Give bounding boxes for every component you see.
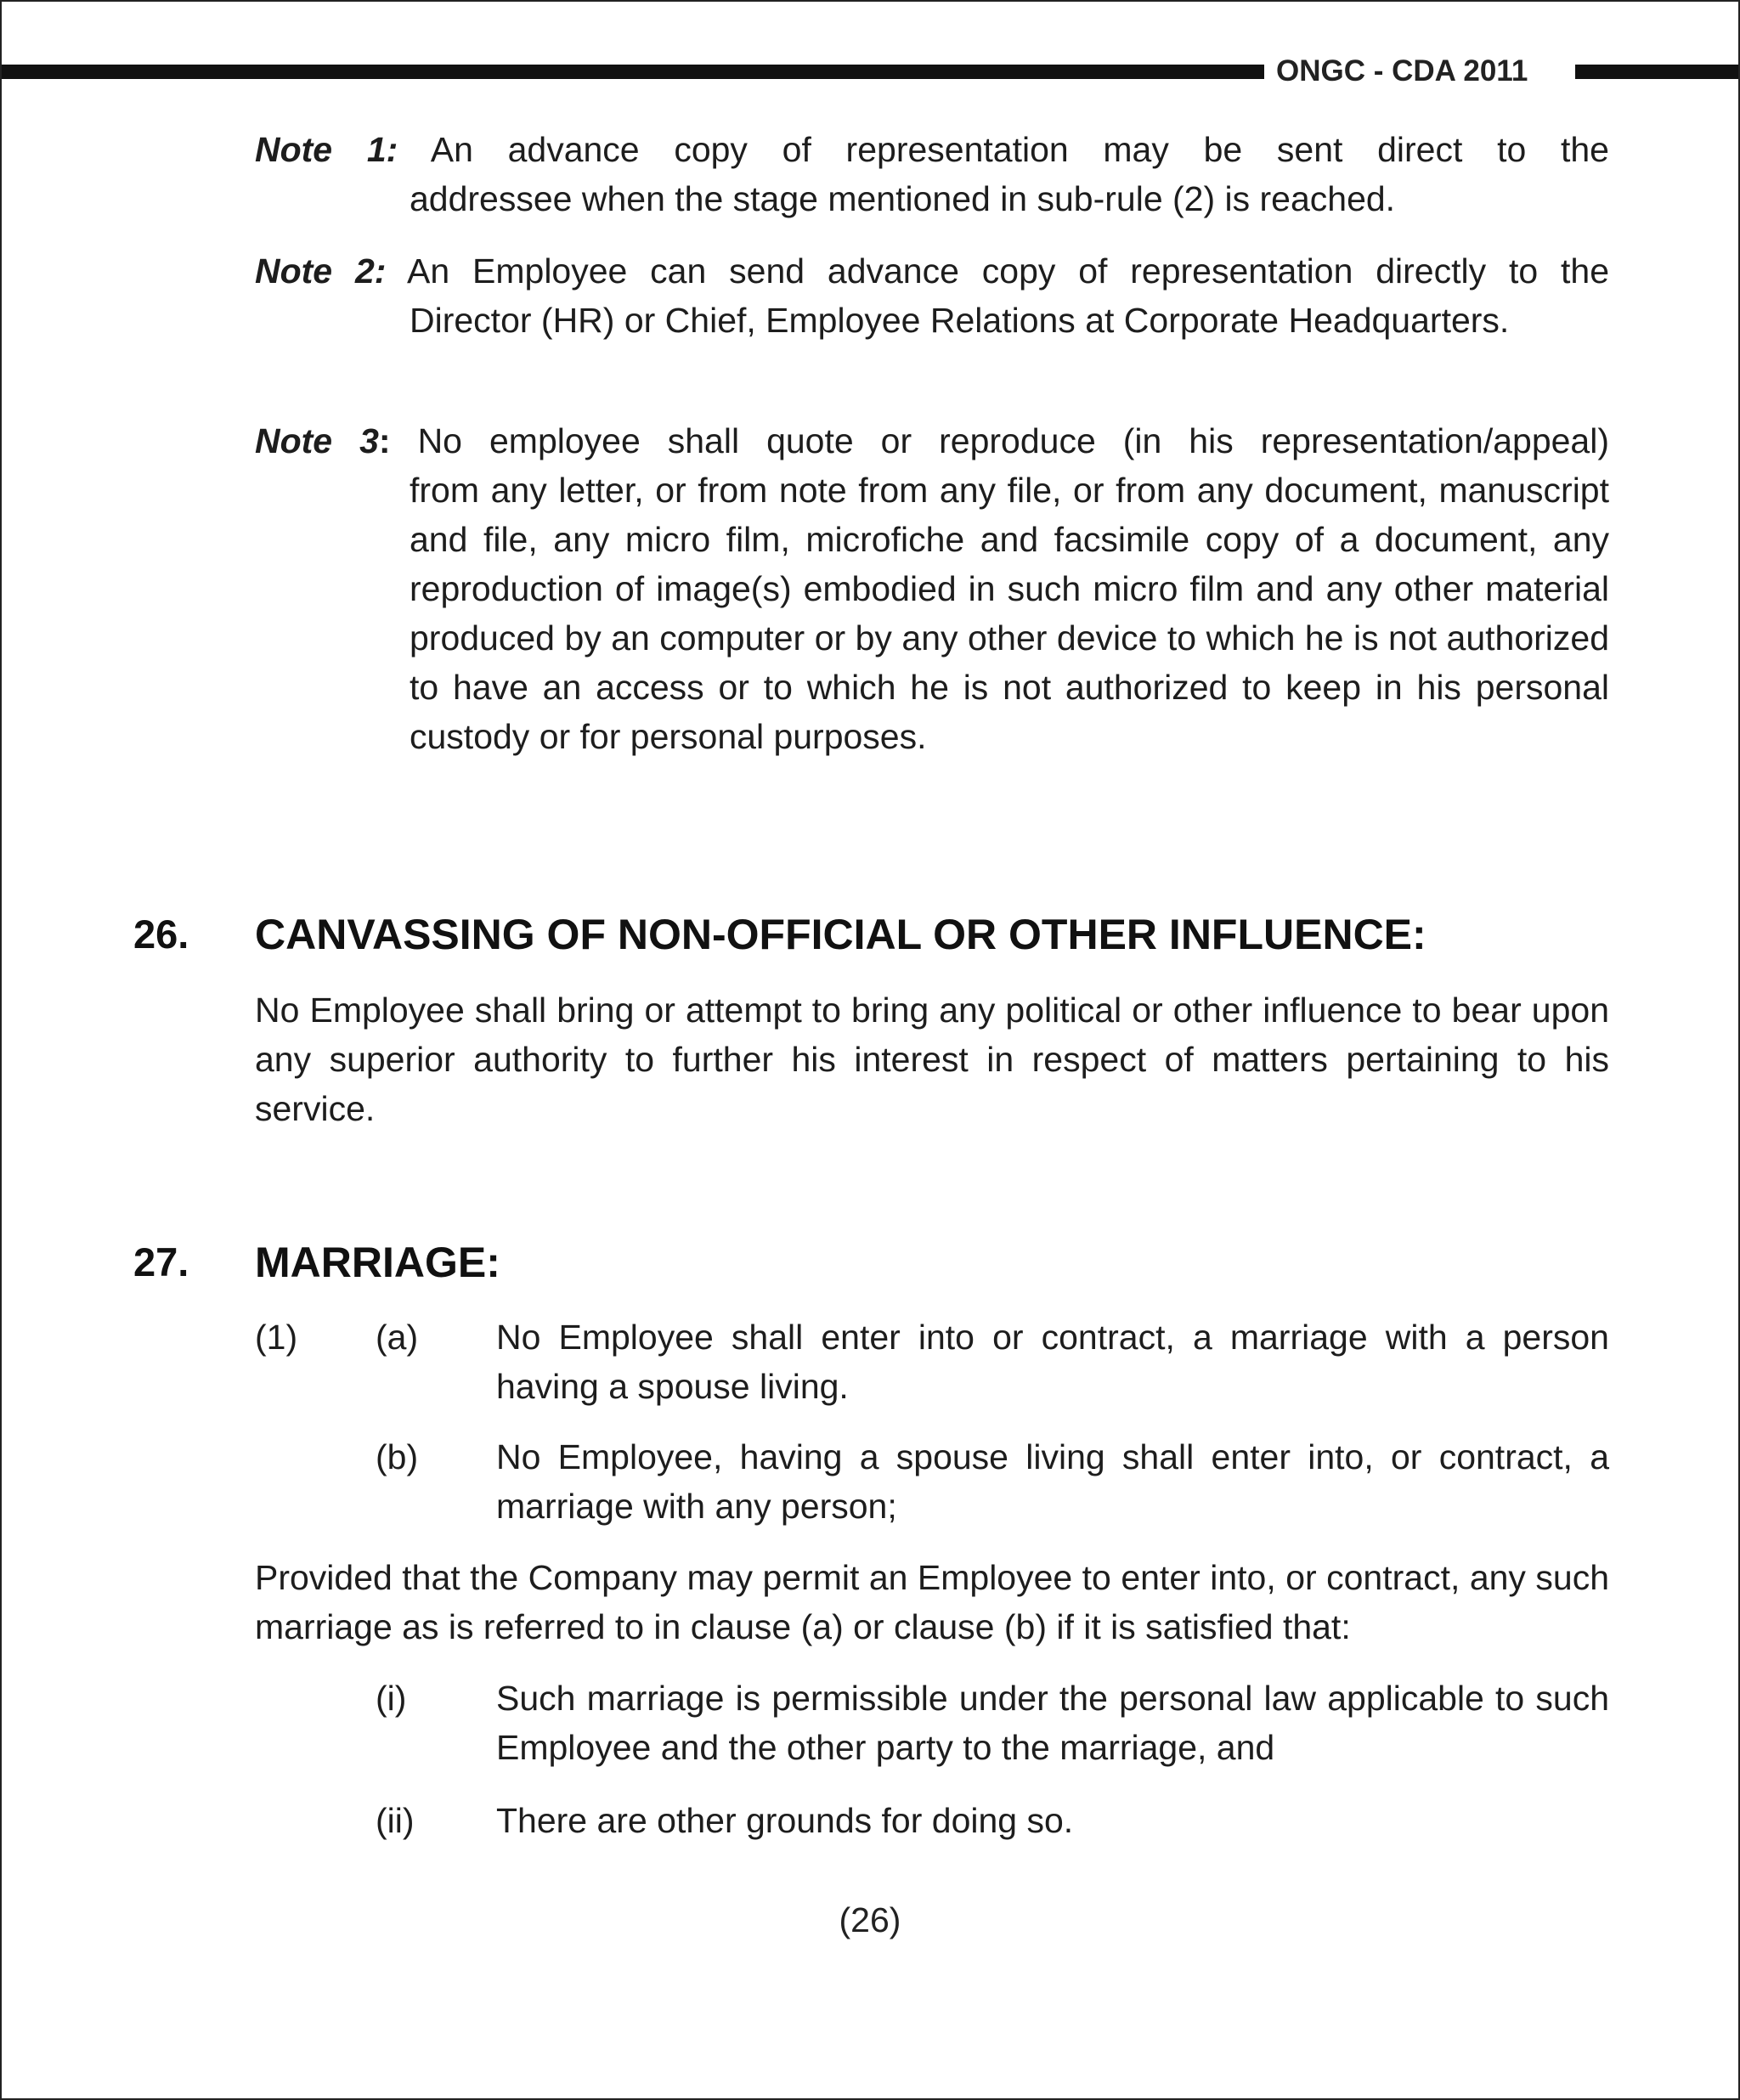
clause-a-label: (a) [376, 1318, 419, 1357]
clause-i-text: Such marriage is permissible under the personal law applicable to such Employee and the other party to the marriage, and [496, 1679, 1609, 1767]
note-3-colon: : [378, 421, 391, 460]
clause-ii-text: There are other grounds for doing so. [496, 1801, 1074, 1840]
section-26-body: No Employee shall bring or attempt to bring any political or other influence to bear upon any superior authority to further his interest in respect of matters pertaining to his service. [255, 991, 1609, 1128]
note-1-label: Note 1: [255, 130, 398, 169]
clause-a-text: No Employee shall enter into or contract, a marriage with a person having a spouse living. [496, 1318, 1609, 1406]
note-1-continuation: addressee when the stage mentioned in sub-rule (2) is reached. [410, 179, 1396, 218]
note-2 [255, 246, 1609, 345]
clause-b-label: (b) [376, 1437, 419, 1476]
note-2-continuation: Director (HR) or Chief, Employee Relations at Corporate Headquarters. [410, 301, 1510, 340]
proviso-text: Provided that the Company may permit an Employee to enter into, or contract, any such marriage as is referred to in clause (a) or clause (b) if it is satisfied that: [255, 1558, 1609, 1646]
note-2-label: Note 2: [255, 251, 387, 291]
note-1 [255, 125, 1609, 223]
section-27-heading: MARRIAGE: [255, 1239, 500, 1286]
note-3-label: Note 3 [255, 421, 379, 460]
page-number: (26) [839, 1900, 901, 1939]
section-27-number: 27. [133, 1239, 189, 1284]
header-rule-left [2, 65, 1264, 79]
page-header [2, 51, 1738, 95]
clause-1-label: (1) [255, 1318, 298, 1357]
clause-b-text: No Employee, having a spouse living shall enter into, or contract, a marriage with any person; [496, 1437, 1609, 1526]
clause-ii-label: (ii) [376, 1801, 415, 1840]
section-26-heading: CANVASSING OF NON-OFFICIAL OR OTHER INFLUENCE: [255, 911, 1426, 958]
note-1-first-line: An advance copy of representation may be sent direct to the [398, 130, 1609, 169]
note-3-continuation: from any letter, or from note from any file, or from any document, manuscript and file, any micro film, microfiche and facsimile copy of a document, any reproduction of image(s) embodied in such micro film and any other material produced by an computer or by any other device to which he is not authorized to have an access or to which he is not authorized to keep in his personal custody or for personal purposes. [410, 471, 1609, 756]
header-title: ONGC - CDA 2011 [1276, 54, 1528, 88]
note-3 [255, 416, 1609, 761]
clause-i-label: (i) [376, 1679, 407, 1718]
section-26-number: 26. [133, 912, 189, 957]
note-3-first-line: No employee shall quote or reproduce (in his representation/appeal) [390, 421, 1609, 460]
header-rule-right [1575, 65, 1738, 79]
note-2-first-line: An Employee can send advance copy of representation directly to the [386, 251, 1609, 291]
